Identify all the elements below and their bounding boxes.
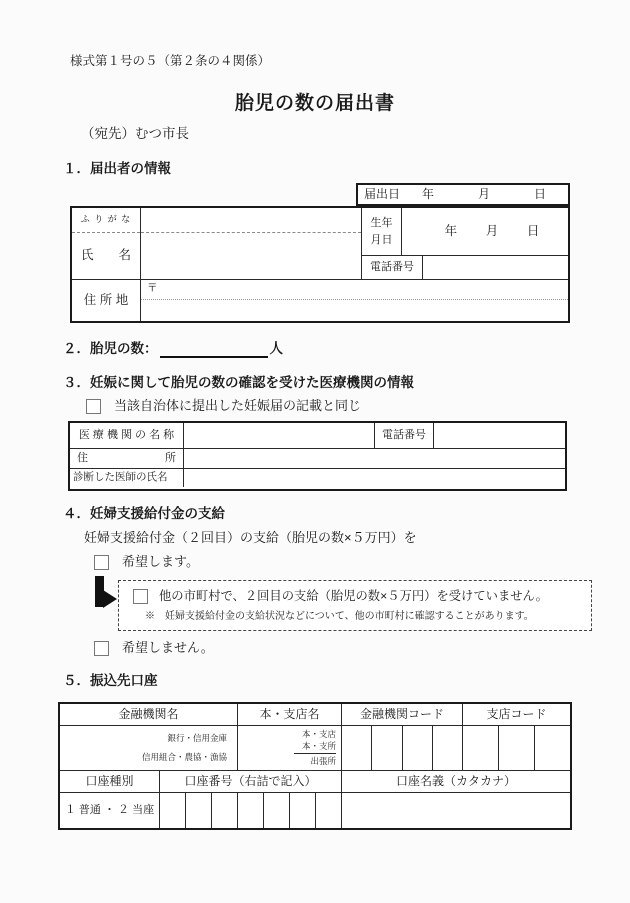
report-month-label: 月 (478, 187, 491, 201)
report-date-box (356, 183, 570, 206)
birth-day-label: 日 (526, 223, 540, 238)
branch-code-digit-input[interactable] (463, 726, 499, 770)
name-label: 氏 名 (80, 248, 131, 263)
institution-types-2: 信用組合・農協・漁協 (141, 752, 227, 763)
account-type-options[interactable]: １ 普通 ・ ２ 当座 (60, 793, 160, 828)
account-holder-input[interactable] (342, 793, 570, 828)
declaration-note: ※ 妊婦支援給付金の支給状況などについて、他の市町村に確認することがあります。 (145, 611, 534, 622)
account-holder-header: 口座名義（カタカナ） (395, 774, 516, 788)
phone-input[interactable] (423, 256, 568, 279)
org-phone-input[interactable] (434, 423, 565, 448)
fetus-count-unit: 人 (269, 341, 283, 356)
section1-heading: １．届出者の情報 (63, 161, 171, 176)
fetus-count-input[interactable] (160, 343, 268, 358)
org-phone-label: 電話番号 (375, 423, 434, 448)
birthdate-input[interactable] (402, 208, 568, 255)
bank-code-digit-input[interactable] (372, 726, 402, 770)
branch-code-header: 支店コード (486, 707, 547, 721)
declaration-box (118, 580, 592, 631)
medical-table (68, 421, 567, 491)
account-number-cells (160, 793, 342, 828)
birthdate-label: 生年 月日 (362, 208, 402, 255)
phone-label: 電話番号 (362, 256, 423, 279)
furigana-input[interactable] (141, 208, 361, 233)
branch-type-3: 出張所 (310, 756, 336, 767)
section4-lead: 妊婦支援給付金（２回目）の支給（胎児の数×５万円）を (84, 530, 417, 545)
section3-heading: ３．妊娠に関して胎児の数の確認を受けた医療機関の情報 (63, 375, 414, 390)
form-number: 様式第１号の５（第２条の４関係） (70, 54, 271, 68)
section5-heading: ５．振込先口座 (63, 673, 158, 688)
address-label: 住 所 地 (83, 292, 129, 307)
section4-heading: ４．妊婦支援給付金の支給 (63, 506, 225, 521)
branch-code-cells (463, 726, 570, 770)
branch-divider (294, 753, 336, 754)
org-address-input[interactable] (184, 449, 565, 468)
postal-code-input[interactable] (141, 280, 568, 300)
wish-no-checkbox[interactable] (94, 641, 109, 656)
birth-month-label: 月 (485, 223, 499, 238)
wish-no-label: 希望しません。 (122, 640, 214, 655)
branch-code-digit-input[interactable] (535, 726, 570, 770)
bank-code-header: 金融機関コード (342, 704, 463, 725)
org-name-label: 医 療 機 関 の 名 称 (70, 423, 184, 448)
branch-name-header: 本・支店名 (238, 704, 342, 725)
doctor-name-input[interactable] (184, 469, 565, 487)
declaration-checkbox[interactable] (133, 589, 148, 604)
report-day-label: 日 (534, 187, 547, 201)
same-as-pregnancy-report-row (86, 398, 361, 414)
applicant-table (70, 183, 570, 323)
postal-mark: 〒 (147, 282, 158, 294)
account-number-digit-input[interactable] (290, 793, 316, 828)
bank-name-header: 金融機関名 (60, 704, 238, 725)
bank-table (58, 702, 572, 830)
wish-yes-checkbox[interactable] (94, 555, 109, 570)
account-number-digit-input[interactable] (160, 793, 186, 828)
applicant-table-body (70, 206, 570, 323)
account-type-header: 口座種別 (60, 771, 160, 792)
wish-yes-label: 希望します。 (122, 554, 199, 569)
bank-code-digit-input[interactable] (433, 726, 462, 770)
furigana-label: ふ り が な (72, 208, 140, 233)
birth-year-label: 年 (444, 223, 458, 238)
same-as-pregnancy-report-checkbox[interactable] (86, 399, 101, 414)
branch-type-1: 本・支店 (301, 729, 336, 740)
address-input[interactable] (141, 300, 568, 321)
branch-code-digit-input[interactable] (499, 726, 535, 770)
org-address-label: 住 所 (70, 449, 184, 468)
account-number-digit-input[interactable] (238, 793, 264, 828)
bank-code-cells (342, 726, 463, 770)
wish-yes-row (94, 554, 199, 570)
section2-heading: ２．胎児の数： 人 (63, 341, 283, 356)
page-title: 胎児の数の届出書 (234, 93, 395, 114)
account-number-digit-input[interactable] (212, 793, 238, 828)
declaration-row (133, 589, 548, 604)
report-year-label: 年 (422, 187, 435, 201)
doctor-name-label: 診断した医師の氏名 (70, 469, 184, 487)
wish-no-row (94, 640, 214, 656)
name-input[interactable] (141, 233, 361, 279)
account-number-header: 口座番号（右詰で記入） (160, 771, 342, 792)
org-name-input[interactable] (184, 423, 375, 448)
institution-types-1: 銀行・信用金庫 (167, 733, 227, 744)
report-date-label: 届出日 (364, 187, 401, 201)
branch-type-2: 本・支所 (301, 740, 336, 751)
account-number-digit-input[interactable] (264, 793, 290, 828)
account-number-digit-input[interactable] (186, 793, 212, 828)
bank-code-digit-input[interactable] (403, 726, 433, 770)
same-as-pregnancy-report-label: 当該自治体に提出した妊娠届の記載と同じ (114, 398, 362, 413)
bank-name-input[interactable] (60, 726, 238, 770)
branch-name-input[interactable] (238, 726, 342, 770)
bank-code-digit-input[interactable] (342, 726, 372, 770)
account-number-digit-input[interactable] (316, 793, 341, 828)
addressee: （宛先）むつ市長 (81, 126, 189, 141)
declaration-label: 他の市町村で、２回目の支給（胎児の数×５万円）を受けていません。 (159, 589, 548, 603)
